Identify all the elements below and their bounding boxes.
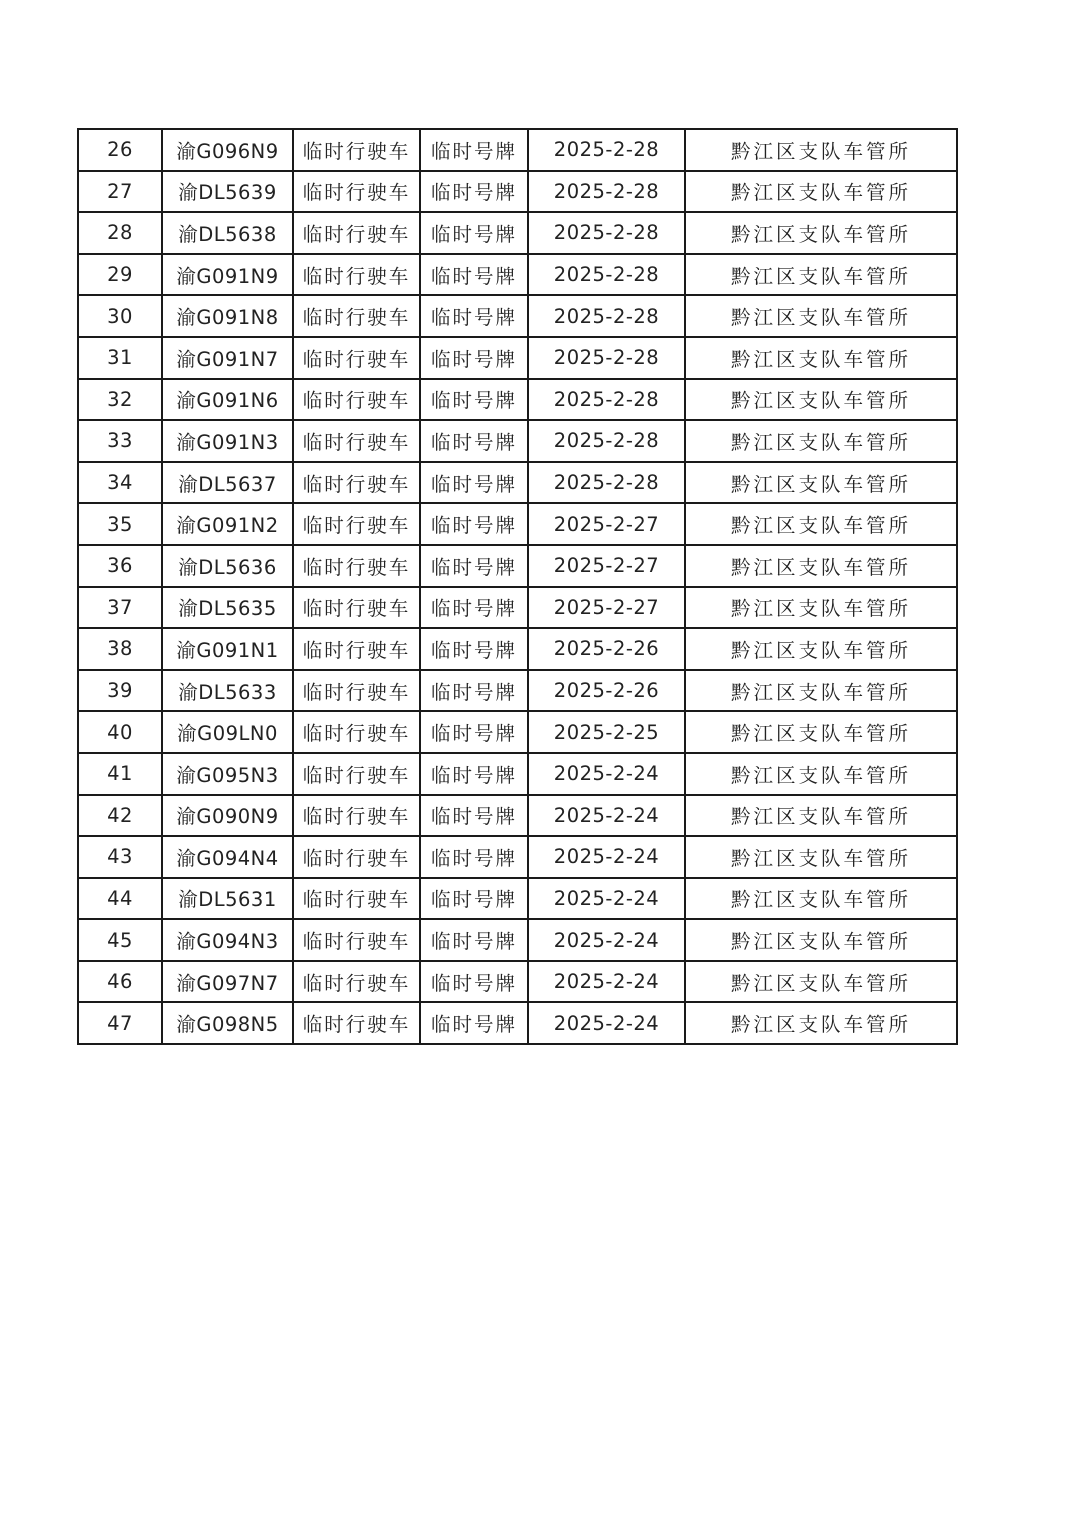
table-row [78, 1002, 957, 1044]
plate-number: 渝G094N3 [162, 919, 293, 961]
row-number: 28 [78, 212, 162, 254]
table-row [78, 462, 957, 504]
issuing-office: 黔江区支队车管所 [685, 587, 957, 629]
plate-number: 渝G091N6 [162, 379, 293, 421]
row-number: 44 [78, 878, 162, 920]
row-number: 45 [78, 919, 162, 961]
issue-date: 2025-2-28 [528, 379, 685, 421]
issuing-office: 黔江区支队车管所 [685, 711, 957, 753]
table-row [78, 836, 957, 878]
table-row [78, 337, 957, 379]
issue-date: 2025-2-26 [528, 628, 685, 670]
issuing-office: 黔江区支队车管所 [685, 420, 957, 462]
row-number: 42 [78, 795, 162, 837]
issue-date: 2025-2-28 [528, 171, 685, 213]
vehicle-type: 临时行驶车 [293, 379, 420, 421]
issuing-office: 黔江区支队车管所 [685, 753, 957, 795]
row-number: 36 [78, 545, 162, 587]
issuing-office: 黔江区支队车管所 [685, 337, 957, 379]
issuing-office: 黔江区支队车管所 [685, 836, 957, 878]
table-row [78, 711, 957, 753]
issuing-office: 黔江区支队车管所 [685, 545, 957, 587]
issuing-office: 黔江区支队车管所 [685, 878, 957, 920]
plate-type: 临时号牌 [420, 795, 528, 837]
table-row [78, 254, 957, 296]
row-number: 41 [78, 753, 162, 795]
row-number: 40 [78, 711, 162, 753]
table-row [78, 379, 957, 421]
table-row [78, 545, 957, 587]
plate-type: 临时号牌 [420, 836, 528, 878]
issue-date: 2025-2-28 [528, 212, 685, 254]
table-row [78, 171, 957, 213]
table-row [78, 503, 957, 545]
table-row [78, 212, 957, 254]
plate-number: 渝DL5638 [162, 212, 293, 254]
issuing-office: 黔江区支队车管所 [685, 1002, 957, 1044]
plate-type: 临时号牌 [420, 878, 528, 920]
table-row [78, 628, 957, 670]
plate-type: 临时号牌 [420, 212, 528, 254]
plate-type: 临时号牌 [420, 295, 528, 337]
issuing-office: 黔江区支队车管所 [685, 379, 957, 421]
row-number: 27 [78, 171, 162, 213]
plate-number: 渝G091N8 [162, 295, 293, 337]
issue-date: 2025-2-26 [528, 670, 685, 712]
issue-date: 2025-2-28 [528, 254, 685, 296]
issuing-office: 黔江区支队车管所 [685, 795, 957, 837]
vehicle-type: 临时行驶车 [293, 795, 420, 837]
issue-date: 2025-2-27 [528, 587, 685, 629]
plate-number: 渝G091N1 [162, 628, 293, 670]
plate-type: 临时号牌 [420, 670, 528, 712]
issuing-office: 黔江区支队车管所 [685, 171, 957, 213]
issuing-office: 黔江区支队车管所 [685, 212, 957, 254]
plate-type: 临时号牌 [420, 961, 528, 1003]
vehicle-type: 临时行驶车 [293, 171, 420, 213]
row-number: 43 [78, 836, 162, 878]
plate-number: 渝DL5633 [162, 670, 293, 712]
vehicle-type: 临时行驶车 [293, 587, 420, 629]
vehicle-type: 临时行驶车 [293, 295, 420, 337]
vehicle-type: 临时行驶车 [293, 254, 420, 296]
table-row [78, 670, 957, 712]
issue-date: 2025-2-24 [528, 919, 685, 961]
issue-date: 2025-2-24 [528, 753, 685, 795]
plate-type: 临时号牌 [420, 919, 528, 961]
plate-type: 临时号牌 [420, 753, 528, 795]
plate-type: 临时号牌 [420, 254, 528, 296]
issue-date: 2025-2-28 [528, 129, 685, 171]
vehicle-type: 临时行驶车 [293, 420, 420, 462]
row-number: 29 [78, 254, 162, 296]
vehicle-type: 临时行驶车 [293, 545, 420, 587]
row-number: 30 [78, 295, 162, 337]
table-row [78, 295, 957, 337]
plate-number: 渝G091N7 [162, 337, 293, 379]
vehicle-type: 临时行驶车 [293, 753, 420, 795]
plate-number: 渝DL5639 [162, 171, 293, 213]
vehicle-type: 临时行驶车 [293, 212, 420, 254]
issuing-office: 黔江区支队车管所 [685, 462, 957, 504]
issue-date: 2025-2-28 [528, 420, 685, 462]
vehicle-type: 临时行驶车 [293, 628, 420, 670]
plate-type: 临时号牌 [420, 545, 528, 587]
plate-number: 渝G098N5 [162, 1002, 293, 1044]
plate-number: 渝G097N7 [162, 961, 293, 1003]
plate-number: 渝G090N9 [162, 795, 293, 837]
plate-number: 渝G091N2 [162, 503, 293, 545]
row-number: 39 [78, 670, 162, 712]
issue-date: 2025-2-24 [528, 961, 685, 1003]
plate-type: 临时号牌 [420, 711, 528, 753]
issue-date: 2025-2-28 [528, 337, 685, 379]
plate-number: 渝DL5636 [162, 545, 293, 587]
table-row [78, 795, 957, 837]
issuing-office: 黔江区支队车管所 [685, 254, 957, 296]
issue-date: 2025-2-24 [528, 878, 685, 920]
table-row [78, 878, 957, 920]
issuing-office: 黔江区支队车管所 [685, 670, 957, 712]
row-number: 37 [78, 587, 162, 629]
table-row [78, 919, 957, 961]
issue-date: 2025-2-25 [528, 711, 685, 753]
vehicle-type: 临时行驶车 [293, 670, 420, 712]
row-number: 34 [78, 462, 162, 504]
row-number: 33 [78, 420, 162, 462]
row-number: 31 [78, 337, 162, 379]
row-number: 35 [78, 503, 162, 545]
issuing-office: 黔江区支队车管所 [685, 961, 957, 1003]
plate-number: 渝G091N9 [162, 254, 293, 296]
table-row [78, 587, 957, 629]
vehicle-type: 临时行驶车 [293, 836, 420, 878]
vehicle-type: 临时行驶车 [293, 711, 420, 753]
plate-number: 渝DL5631 [162, 878, 293, 920]
plate-type: 临时号牌 [420, 462, 528, 504]
issue-date: 2025-2-28 [528, 295, 685, 337]
plate-type: 临时号牌 [420, 628, 528, 670]
table-row [78, 420, 957, 462]
vehicle-type: 临时行驶车 [293, 503, 420, 545]
issue-date: 2025-2-24 [528, 836, 685, 878]
issuing-office: 黔江区支队车管所 [685, 628, 957, 670]
row-number: 47 [78, 1002, 162, 1044]
plate-type: 临时号牌 [420, 171, 528, 213]
plate-type: 临时号牌 [420, 420, 528, 462]
plate-type: 临时号牌 [420, 337, 528, 379]
vehicle-type: 临时行驶车 [293, 878, 420, 920]
table-row [78, 129, 957, 171]
table-row [78, 753, 957, 795]
plate-number: 渝G094N4 [162, 836, 293, 878]
issuing-office: 黔江区支队车管所 [685, 919, 957, 961]
plate-type: 临时号牌 [420, 379, 528, 421]
vehicle-type: 临时行驶车 [293, 462, 420, 504]
vehicle-type: 临时行驶车 [293, 961, 420, 1003]
plate-number: 渝G096N9 [162, 129, 293, 171]
row-number: 26 [78, 129, 162, 171]
plate-number: 渝G09LN0 [162, 711, 293, 753]
issuing-office: 黔江区支队车管所 [685, 503, 957, 545]
plate-type: 临时号牌 [420, 129, 528, 171]
vehicle-type: 临时行驶车 [293, 919, 420, 961]
issue-date: 2025-2-24 [528, 1002, 685, 1044]
row-number: 38 [78, 628, 162, 670]
issue-date: 2025-2-27 [528, 503, 685, 545]
vehicle-type: 临时行驶车 [293, 1002, 420, 1044]
plate-number: 渝G091N3 [162, 420, 293, 462]
issue-date: 2025-2-24 [528, 795, 685, 837]
row-number: 46 [78, 961, 162, 1003]
plate-number: 渝DL5635 [162, 587, 293, 629]
plate-type: 临时号牌 [420, 1002, 528, 1044]
vehicle-type: 临时行驶车 [293, 337, 420, 379]
issuing-office: 黔江区支队车管所 [685, 129, 957, 171]
vehicle-type: 临时行驶车 [293, 129, 420, 171]
plate-type: 临时号牌 [420, 503, 528, 545]
plate-number: 渝G095N3 [162, 753, 293, 795]
row-number: 32 [78, 379, 162, 421]
issue-date: 2025-2-27 [528, 545, 685, 587]
records-table [77, 128, 958, 1045]
records-table-body [78, 129, 957, 1044]
issuing-office: 黔江区支队车管所 [685, 295, 957, 337]
plate-number: 渝DL5637 [162, 462, 293, 504]
plate-type: 临时号牌 [420, 587, 528, 629]
table-row [78, 961, 957, 1003]
issue-date: 2025-2-28 [528, 462, 685, 504]
